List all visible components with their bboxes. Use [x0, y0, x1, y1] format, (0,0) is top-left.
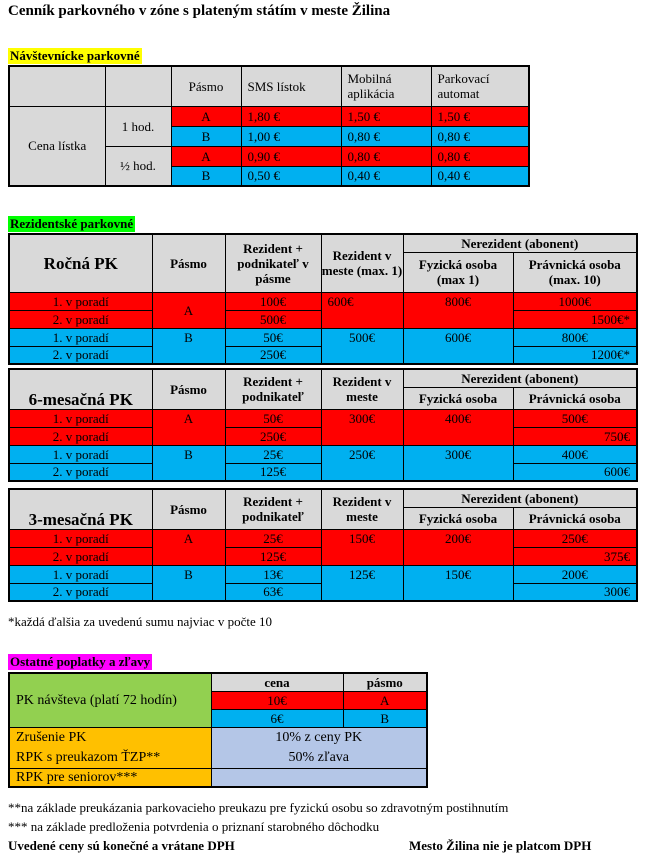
- six-month-table: [8, 368, 638, 482]
- three-h-city: Rezident v meste: [321, 489, 403, 529]
- resident-heading: Rezidentské parkovné: [10, 216, 134, 231]
- visit-zone: B: [343, 709, 427, 727]
- footnote-triple: *** na základe predloženia potvrdenia o priznaní starobného dôchodku: [8, 819, 380, 834]
- value-cell: 13€: [225, 565, 321, 583]
- value-cell: 750€: [513, 427, 637, 445]
- three-label: 3-mesačná PK: [9, 489, 152, 529]
- value-cell: 1500€*: [513, 310, 637, 328]
- final-note-left: Uvedené ceny sú konečné a vrátane DPH: [8, 838, 235, 853]
- fee-values: [211, 727, 427, 768]
- other-h-zone: pásmo: [343, 673, 427, 691]
- three-h-nonres: Nerezident (abonent): [403, 489, 637, 507]
- visitor-cell: 0,80 €: [341, 126, 431, 146]
- value-cell: 300€: [403, 445, 513, 481]
- value-cell: 25€: [225, 529, 321, 547]
- fee-item: RPK s preukazom ŤZP**: [9, 748, 211, 769]
- annual-table: [8, 233, 638, 365]
- six-h-rb: Rezident + podnikateľ: [225, 369, 321, 409]
- order-cell: 1. v poradí: [9, 529, 152, 547]
- visitor-cell: 0,90 €: [241, 146, 341, 166]
- three-h-rb: Rezident + podnikateľ: [225, 489, 321, 529]
- visitor-h-auto: Parkovací automat: [431, 66, 529, 106]
- value-cell: 200€: [513, 565, 637, 583]
- three-h-zone: Pásmo: [152, 489, 225, 529]
- final-note-right: Mesto Žilina nie je platcom DPH: [409, 838, 592, 853]
- value-cell: 800€: [403, 292, 513, 328]
- visitor-cell: 1,50 €: [431, 106, 529, 126]
- visitor-h-sms: SMS lístok: [241, 66, 341, 106]
- annual-h-legal: Právnická osoba (max. 10): [513, 252, 637, 292]
- value-cell: 250€: [513, 529, 637, 547]
- visitor-cell: 0,80 €: [431, 146, 529, 166]
- value-cell: 375€: [513, 547, 637, 565]
- annual-h-city: Rezident v meste (max. 1): [321, 234, 403, 292]
- value-cell: 250€: [321, 445, 403, 481]
- order-cell: 2. v poradí: [9, 346, 152, 364]
- value-cell: 800€: [513, 328, 637, 346]
- fee-value-cancel: 10% z ceny PK: [275, 729, 363, 745]
- visitor-corner: [9, 66, 105, 106]
- visit-zone: A: [343, 691, 427, 709]
- value-cell: 600€: [321, 292, 403, 328]
- value-cell: 1200€*: [513, 346, 637, 364]
- fee-item: RPK pre seniorov***: [9, 768, 211, 787]
- visit-label: PK návšteva (platí 72 hodín): [9, 673, 211, 727]
- value-cell: 400€: [403, 409, 513, 445]
- visitor-row-label: Cena lístka: [9, 106, 105, 186]
- value-cell: 200€: [403, 529, 513, 565]
- value-cell: 600€: [403, 328, 513, 364]
- visitor-cell: A: [171, 106, 241, 126]
- value-cell: 150€: [403, 565, 513, 601]
- visitor-cell: 1,80 €: [241, 106, 341, 126]
- value-cell: 50€: [225, 328, 321, 346]
- value-cell: 300€: [321, 409, 403, 445]
- annual-h-nonres: Nerezident (abonent): [403, 234, 637, 252]
- value-cell: 125€: [225, 547, 321, 565]
- fee-item: Zrušenie PK: [9, 727, 211, 748]
- six-h-legal: Právnická osoba: [513, 387, 637, 409]
- footnote-star: *každá ďalšia za uvedenú sumu najviac v počte 10: [8, 614, 272, 629]
- order-cell: 2. v poradí: [9, 427, 152, 445]
- visitor-cell: 0,40 €: [431, 166, 529, 186]
- other-h-price: cena: [211, 673, 343, 691]
- visitor-cell: A: [171, 146, 241, 166]
- six-h-nonres: Nerezident (abonent): [403, 369, 637, 387]
- other-table: [8, 672, 428, 788]
- visitor-corner2: [105, 66, 171, 106]
- value-cell: 250€: [225, 346, 321, 364]
- order-cell: 1. v poradí: [9, 409, 152, 427]
- value-cell: 300€: [513, 583, 637, 601]
- value-cell: 125€: [225, 463, 321, 481]
- visitor-cell: B: [171, 126, 241, 146]
- three-month-table: [8, 488, 638, 602]
- order-cell: 1. v poradí: [9, 565, 152, 583]
- value-cell: 63€: [225, 583, 321, 601]
- six-h-zone: Pásmo: [152, 369, 225, 409]
- zone-cell: B: [152, 445, 225, 481]
- order-cell: 1. v poradí: [9, 328, 152, 346]
- visitor-heading: Návštevnícke parkovné: [10, 48, 140, 63]
- annual-h-rb: Rezident + podnikateľ v pásme: [225, 234, 321, 292]
- order-cell: 1. v poradí: [9, 292, 152, 310]
- fee-empty: [211, 768, 427, 787]
- visitor-h-zone: Pásmo: [171, 66, 241, 106]
- value-cell: 25€: [225, 445, 321, 463]
- annual-h-zone: Pásmo: [152, 234, 225, 292]
- value-cell: 500€: [321, 328, 403, 364]
- visitor-duration-half: ½ hod.: [105, 146, 171, 186]
- visit-price: 10€: [211, 691, 343, 709]
- order-cell: 2. v poradí: [9, 583, 152, 601]
- visitor-cell: 1,50 €: [341, 106, 431, 126]
- three-h-phys: Fyzická osoba: [403, 507, 513, 529]
- order-cell: 1. v poradí: [9, 445, 152, 463]
- value-cell: 400€: [513, 445, 637, 463]
- order-cell: 2. v poradí: [9, 547, 152, 565]
- visitor-cell: 0,80 €: [431, 126, 529, 146]
- value-cell: 125€: [321, 565, 403, 601]
- value-cell: 100€: [225, 292, 321, 310]
- zone-cell: B: [152, 328, 225, 364]
- footnote-double: **na základe preukázania parkovacieho preukazu pre fyzickú osobu so zdravotným postihnutím: [8, 800, 509, 815]
- annual-label: Ročná PK: [9, 234, 152, 292]
- visitor-cell: 1,00 €: [241, 126, 341, 146]
- visitor-cell: 0,80 €: [341, 146, 431, 166]
- visitor-cell: 0,50 €: [241, 166, 341, 186]
- visit-price: 6€: [211, 709, 343, 727]
- three-h-legal: Právnická osoba: [513, 507, 637, 529]
- value-cell: 150€: [321, 529, 403, 565]
- value-cell: 250€: [225, 427, 321, 445]
- page-title: Cenník parkovného v zóne s plateným státím v meste Žilina: [8, 3, 391, 19]
- value-cell: 600€: [513, 463, 637, 481]
- annual-h-phys: Fyzická osoba (max 1): [403, 252, 513, 292]
- visitor-cell: B: [171, 166, 241, 186]
- six-label: 6-mesačná PK: [9, 369, 152, 409]
- visitor-duration-1h: 1 hod.: [105, 106, 171, 146]
- value-cell: 50€: [225, 409, 321, 427]
- other-heading: Ostatné poplatky a zľavy: [10, 654, 151, 669]
- visitor-table: [8, 65, 530, 187]
- value-cell: 1000€: [513, 292, 637, 310]
- zone-cell: A: [152, 292, 225, 328]
- six-h-phys: Fyzická osoba: [403, 387, 513, 409]
- order-cell: 2. v poradí: [9, 463, 152, 481]
- order-cell: 2. v poradí: [9, 310, 152, 328]
- six-h-city: Rezident v meste: [321, 369, 403, 409]
- fee-value-discount: 50% zľava: [288, 749, 349, 765]
- value-cell: 500€: [225, 310, 321, 328]
- zone-cell: A: [152, 529, 225, 565]
- visitor-cell: 0,40 €: [341, 166, 431, 186]
- visitor-h-app: Mobilná aplikácia: [341, 66, 431, 106]
- zone-cell: A: [152, 409, 225, 445]
- value-cell: 500€: [513, 409, 637, 427]
- zone-cell: B: [152, 565, 225, 601]
